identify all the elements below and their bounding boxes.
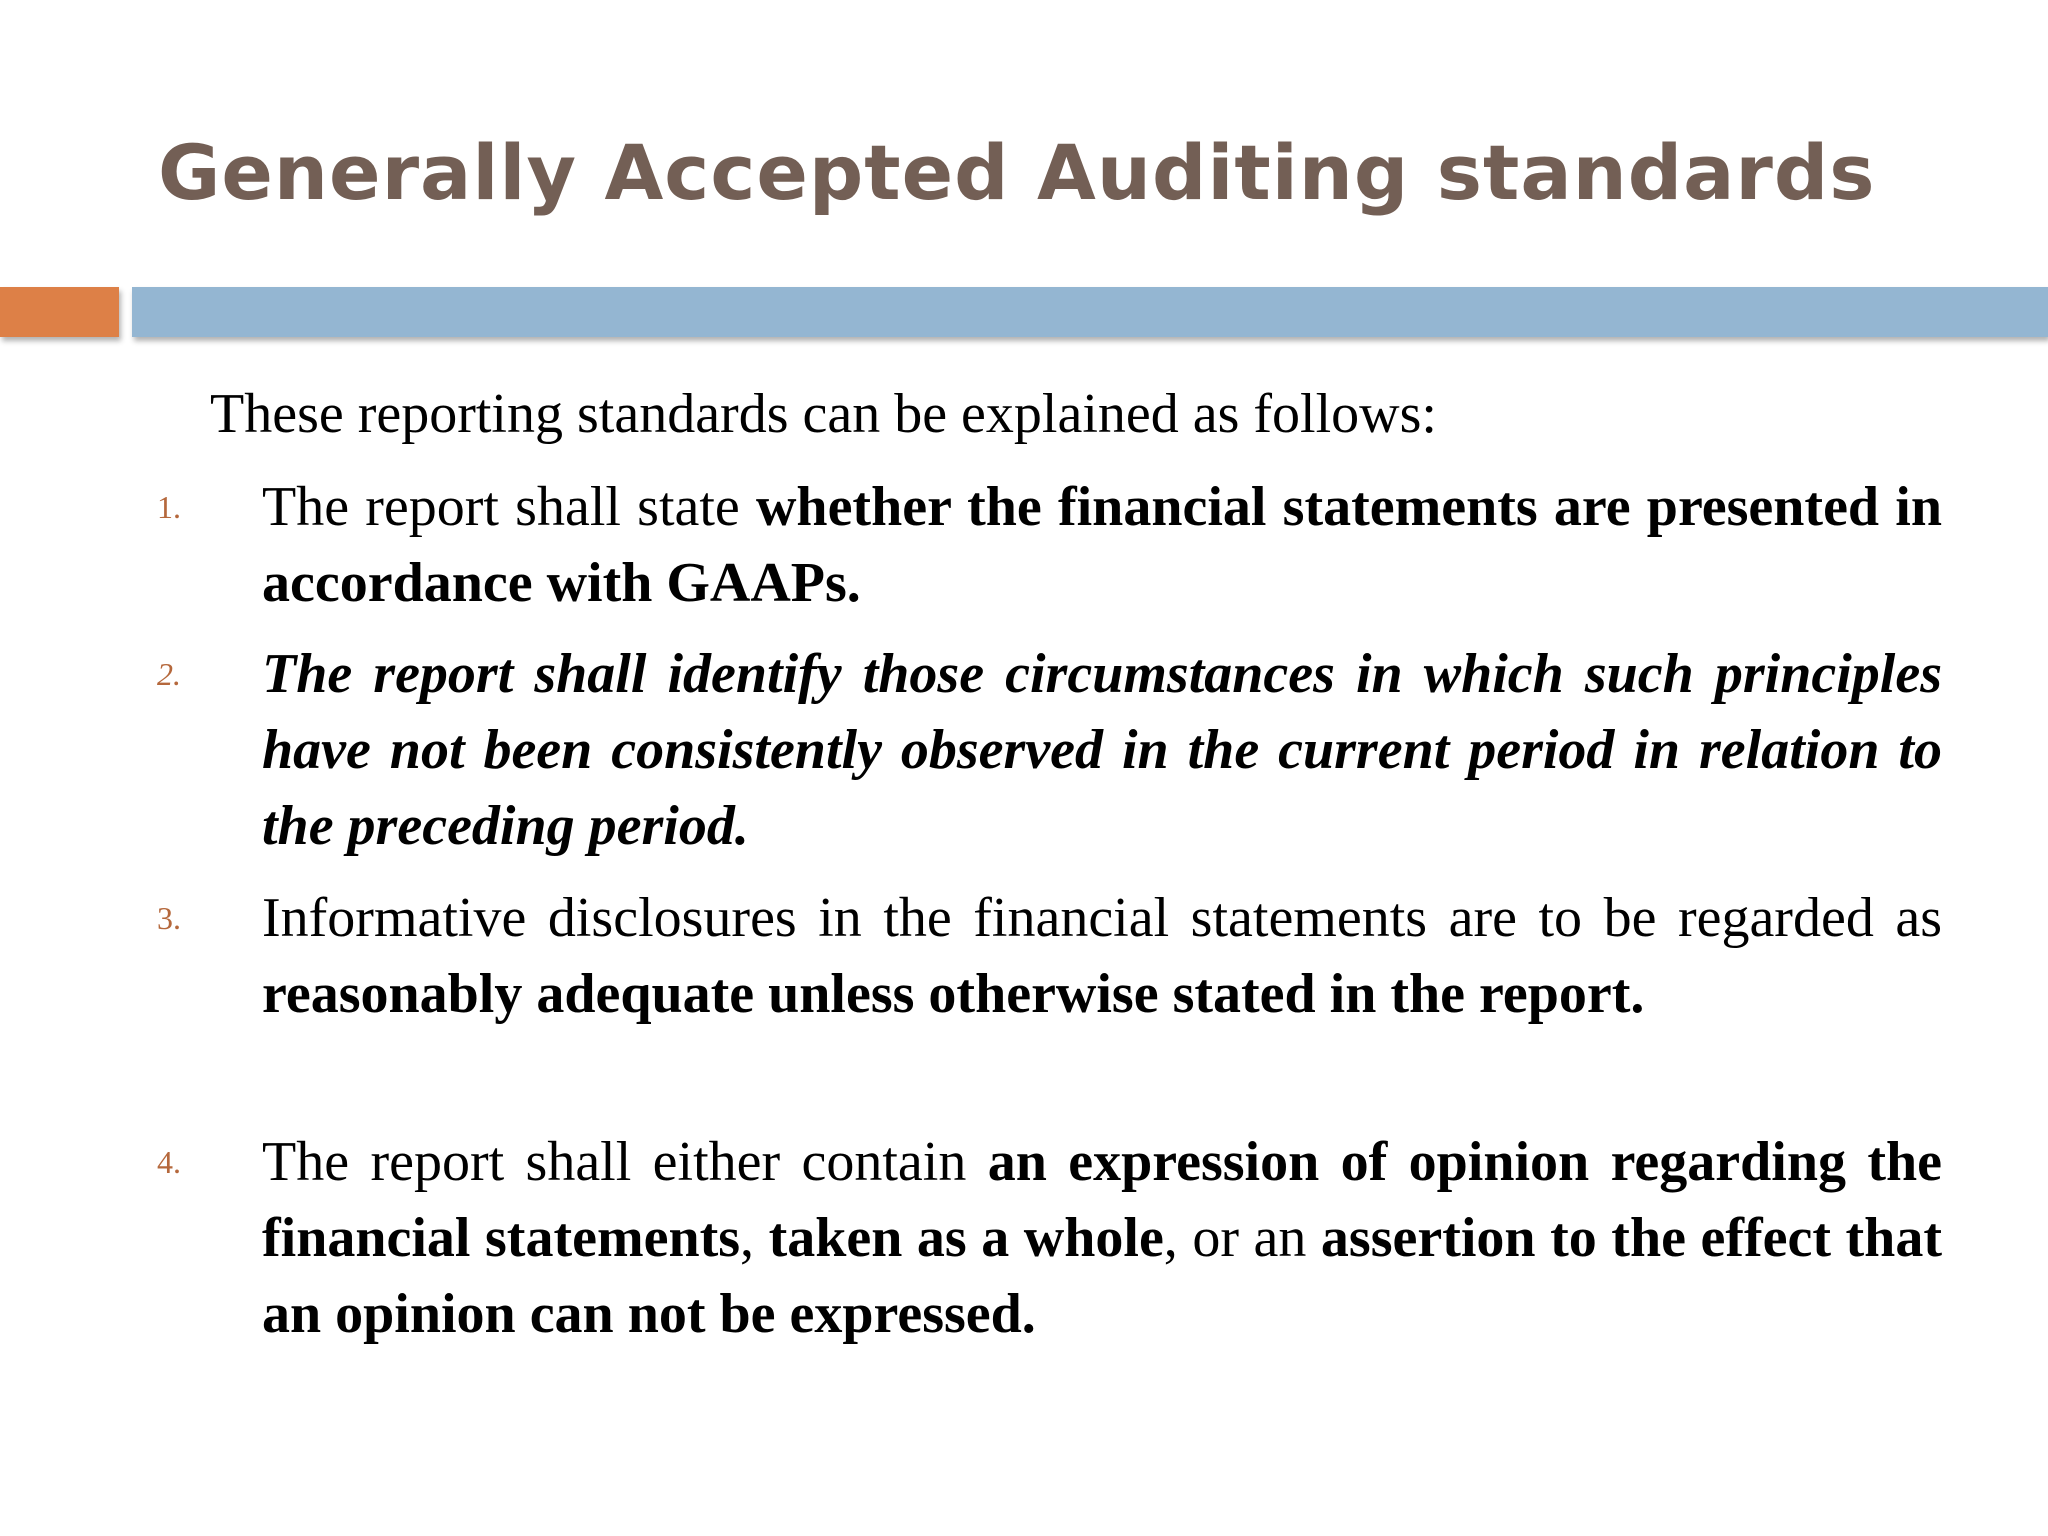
bold-text-run: whether the financial statements are presented in accordance with GAAPs.	[262, 476, 1942, 614]
text-run: , or an	[1163, 1207, 1321, 1269]
list-number: 2.	[157, 656, 181, 692]
list-item-text	[262, 880, 1942, 1032]
bold-text-run: assertion to the effect that an opinion can not be expressed.	[262, 1207, 1942, 1345]
list-number: 4.	[157, 1144, 181, 1180]
text-run: The report shall state	[262, 476, 756, 538]
text-run: Informative disclosures in the financial statements are to be regarded as	[262, 887, 1942, 949]
bold-text-run: reasonably adequate unless otherwise stated in the report.	[262, 963, 1645, 1025]
list-item-text	[262, 1124, 1942, 1352]
bold-text-run: an expression of opinion regarding the financial statements	[262, 1131, 1942, 1269]
bold-text-run: taken as a whole	[768, 1207, 1164, 1269]
list-number: 1.	[157, 489, 181, 525]
list-item-text	[262, 636, 1942, 864]
text-run: The report shall either contain	[262, 1131, 988, 1193]
slide-title: Generally Accepted Auditing standards	[158, 128, 1876, 217]
list-item-text	[262, 469, 1942, 621]
list-number: 3.	[157, 900, 181, 936]
header-divider-bar	[132, 287, 2048, 337]
intro-text: These reporting standards can be explained as follows:	[210, 383, 1437, 445]
text-run: ,	[740, 1207, 769, 1269]
accent-bar	[0, 287, 119, 337]
bold-italic-text-run: The report shall identify those circumstances in which such principles have not been consistently observed in the current period in relation to the preceding period.	[262, 643, 1942, 857]
